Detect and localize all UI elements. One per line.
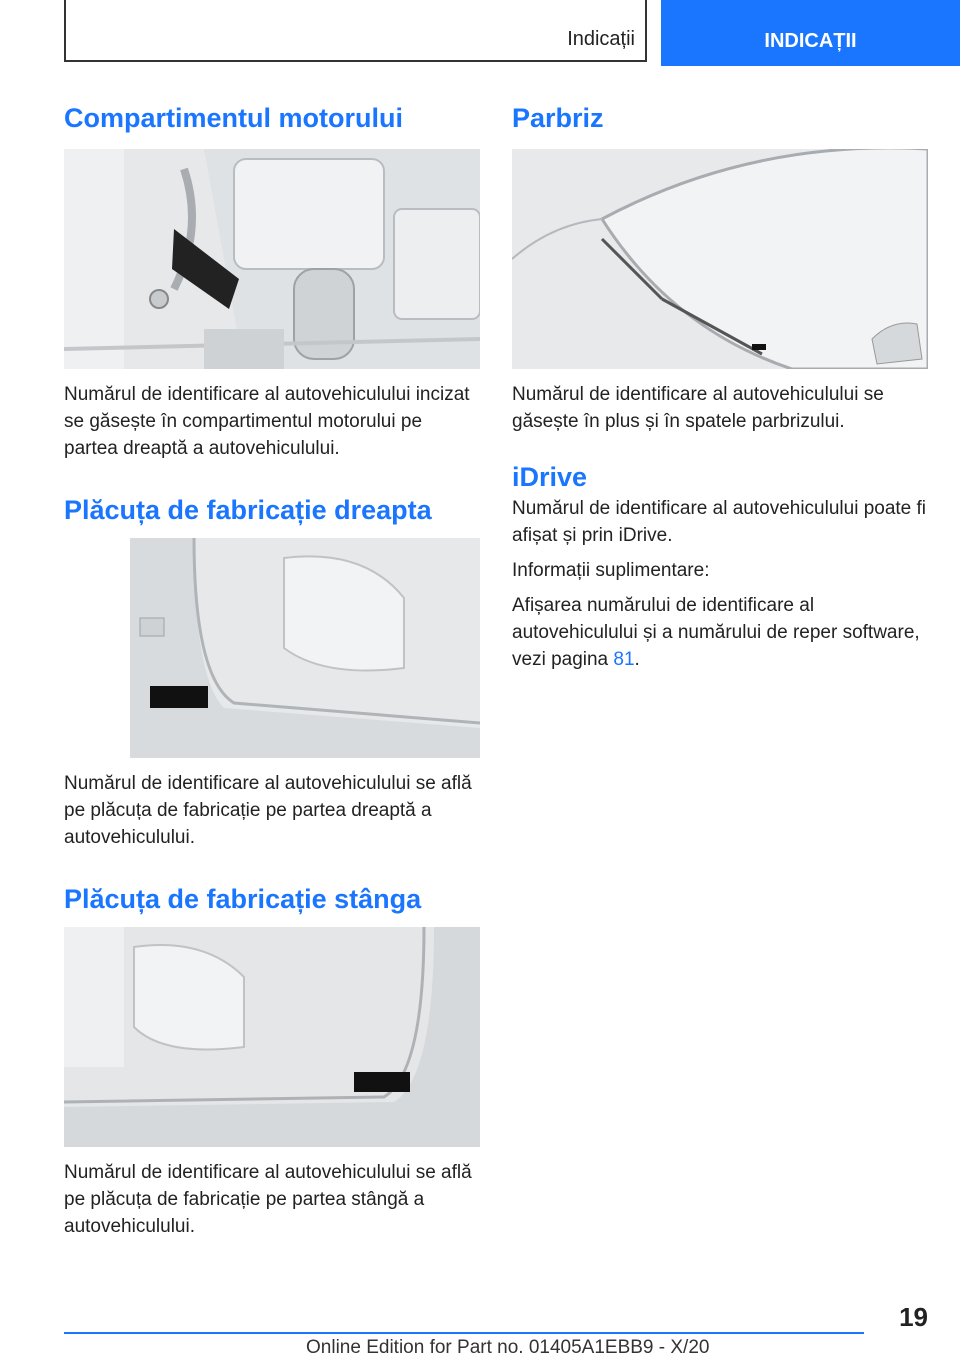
paragraph-idrive-2: Informații suplimentare: [512, 560, 710, 581]
left-column [64, 100, 480, 1240]
footer-divider [64, 1332, 864, 1334]
paragraph-idrive-3-end: . [634, 649, 640, 670]
section-title-engine: Compartimentul motorului [64, 103, 403, 133]
section-title-plate-left: Plăcuța de fabricație stânga [64, 884, 422, 914]
header-frame [64, 0, 647, 62]
engine-compartment-image [64, 149, 480, 369]
right-column [512, 100, 928, 673]
section-title-idrive: iDrive [512, 462, 588, 492]
plate-left-image [64, 927, 480, 1147]
windshield-image [512, 149, 928, 369]
paragraph-idrive-3 [512, 592, 928, 673]
paragraph-plate-right: Numărul de identificare al autovehiculului se află pe plăcuța de fabricație pe partea dreaptă a autovehiculului. [64, 773, 472, 848]
plate-right-image [64, 538, 480, 758]
paragraph-idrive-3-text: Afișarea numărului de identificare al autovehiculului și a numărului de reper software, vezi pagina [512, 595, 920, 670]
header-section-title: Indicații [567, 28, 635, 50]
footer-edition: Online Edition for Part no. 01405A1EBB9 - X/20 [306, 1337, 710, 1358]
paragraph-idrive-1: Numărul de identificare al autovehiculului poate fi afișat și prin iDrive. [512, 498, 927, 546]
paragraph-windshield: Numărul de identificare al autovehiculului se găsește în plus și în spatele parbrizului. [512, 384, 884, 432]
page-number: 19 [899, 1302, 928, 1332]
paragraph-plate-left: Numărul de identificare al autovehiculului se află pe plăcuța de fabricație pe partea stângă a autovehiculului. [64, 1162, 472, 1237]
section-title-plate-right: Plăcuța de fabricație dreapta [64, 495, 432, 525]
header-chapter-tab[interactable] [661, 0, 960, 66]
header-chapter-label: INDICAȚII [764, 29, 857, 52]
paragraph-engine: Numărul de identificare al autovehiculului incizat se găsește în compartimentul motorului pe partea dreaptă a autovehiculului. [64, 384, 470, 459]
section-title-windshield: Parbriz [512, 103, 604, 133]
page-reference-link[interactable]: 81 [613, 649, 635, 670]
